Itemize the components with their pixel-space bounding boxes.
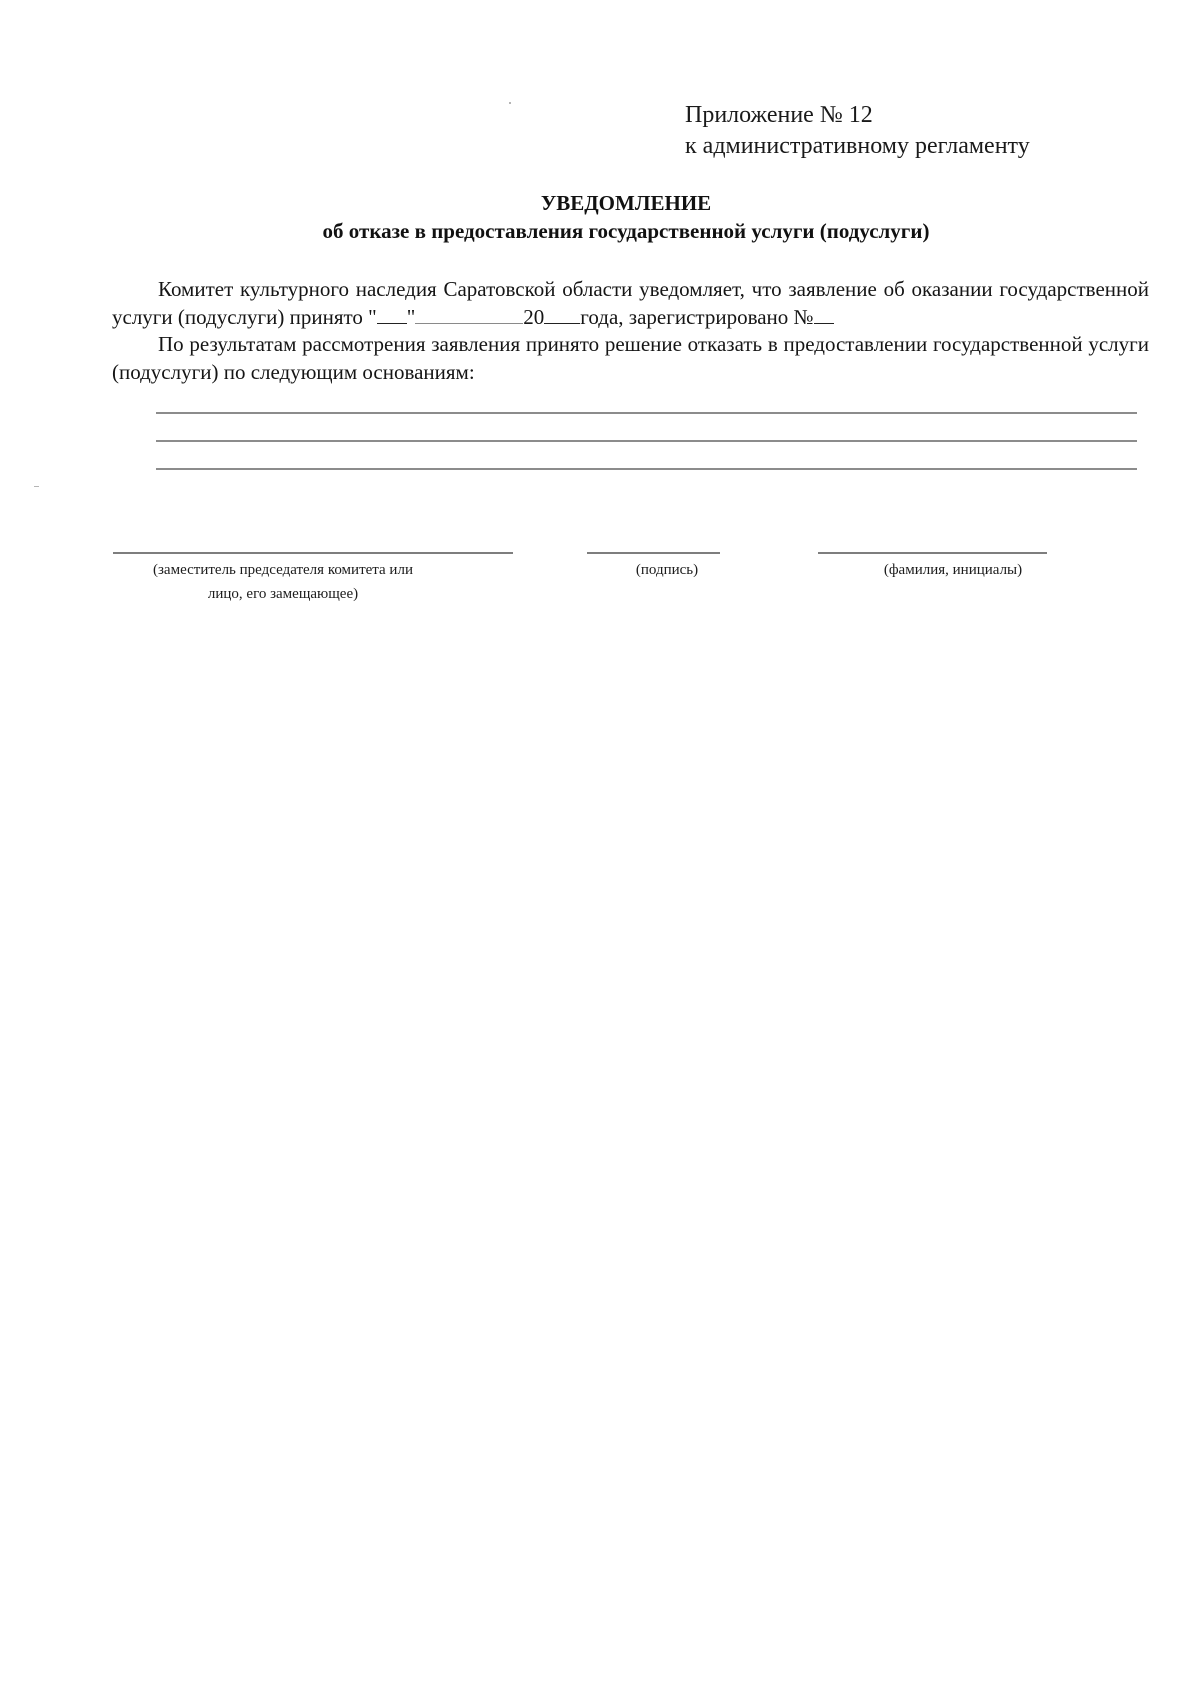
notice-paragraph-2: По результатам рассмотрения заявления принято решение отказать в предоставлении государственной услуги (подуслуги) по следующим основаниям: (112, 332, 1149, 384)
scan-speck (34, 486, 39, 487)
reason-line-2[interactable] (156, 440, 1137, 442)
month-blank-field[interactable] (415, 305, 523, 324)
title-subheading: об отказе в предоставления государственной услуги (подуслуги) (322, 219, 930, 243)
paragraph-1-text: Комитет культурного наследия Саратовской области уведомляет, что заявление об оказании государственной услуги (подуслуги) принято " (112, 277, 1149, 329)
position-label (113, 558, 453, 606)
reason-line-1[interactable] (156, 412, 1137, 414)
title-heading: УВЕДОМЛЕНИЕ (540, 191, 712, 215)
reason-line-3[interactable] (156, 468, 1137, 470)
scan-speck (509, 102, 511, 104)
document-title (0, 189, 1200, 245)
day-blank-field[interactable] (377, 305, 407, 324)
appendix-reference (685, 100, 1030, 162)
year-blank-field[interactable] (544, 305, 580, 324)
signature-line[interactable] (587, 552, 720, 554)
notice-paragraph-1 (112, 276, 1149, 331)
registration-number-blank-field[interactable] (814, 305, 834, 324)
position-label-line-1: (заместитель председателя комитета или (153, 562, 413, 578)
year-prefix: 20 (523, 304, 545, 329)
name-signature-line[interactable] (818, 552, 1047, 554)
appendix-regulation: к административному регламенту (685, 133, 1030, 159)
notice-body (112, 276, 1149, 386)
appendix-number: Приложение № 12 (685, 102, 873, 128)
name-label: (фамилия, инициалы) (883, 562, 1023, 578)
position-label-line-2: лицо, его замещающее) (207, 586, 359, 602)
registration-text: года, зарегистрировано № (580, 304, 814, 329)
signature-label: (подпись) (635, 562, 699, 578)
position-signature-line[interactable] (113, 552, 513, 554)
quote-close: " (406, 304, 416, 329)
